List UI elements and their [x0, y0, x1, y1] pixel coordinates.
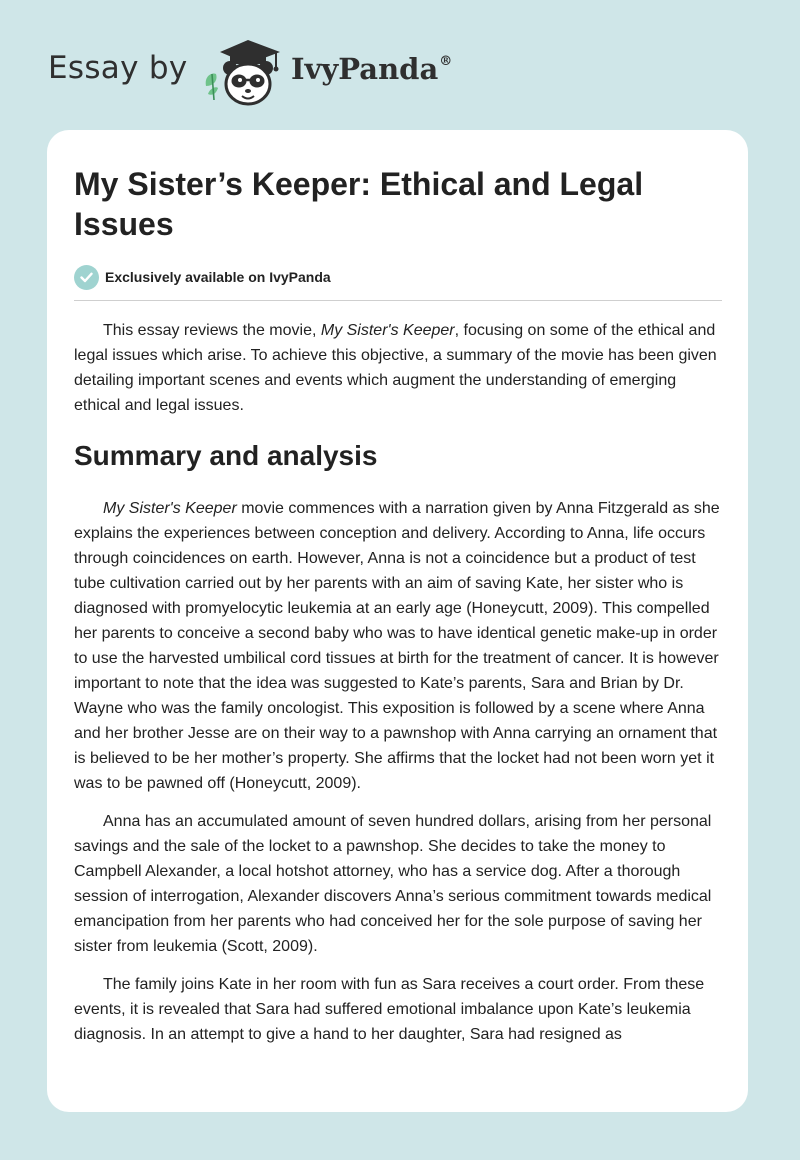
exclusive-label: Exclusively available on IvyPanda [105, 269, 331, 285]
panda-logo-icon[interactable] [200, 36, 286, 108]
body-paragraph-1: My Sister's Keeper movie commences with a narration given by Anna Fitzgerald as she explains the experiences between conception and delivery. According to Anna, life occurs through coincidences on earth. However, Anna is not a coincidence but a product of test tube cultivation carried out by her parents with an aim of saving Kate, her sister who is diagnosed with promyelocytic leukemia at an early age (Honeycutt, 2009). This compelled her parents to conceive a second baby who was to have identical genetic make-up in order to use the harvested umbilical cord tissues at birth for the treatment of cancer. It is however important to note that the idea was suggested to Kate’s parents, Sara and Brian by Dr. Wayne who was the family oncologist. This exposition is followed by a scene where Anna and her brother Jesse are on their way to a pawnshop with Anna carrying an ornament that is believed to be her mother’s property. She affirms that the locket had not been worn yet it was to be pawned off (Honeycutt, 2009). [74, 500, 720, 792]
essay-title: My Sister’s Keeper: Ethical and Legal Issues [74, 166, 644, 242]
body-paragraph-2: Anna has an accumulated amount of seven hundred dollars, arising from her personal savings and the sale of the locket to a pawnshop. She decides to take the money to Campbell Alexander, a local hotshot attorney, who has a service dog. After a thorough session of interrogation, Alexander discovers Anna’s serious commitment towards medical emancipation from her parents who had conceived her for the sole purpose of saving her sister from leukemia (Scott, 2009). [74, 813, 712, 955]
site-header [0, 0, 800, 130]
exclusive-badge [74, 264, 722, 290]
divider [74, 300, 722, 301]
intro-paragraph: This essay reviews the movie, My Sister's Keeper, focusing on some of the ethical and legal issues which arise. To achieve this objective, a summary of the movie has been given detailing important scenes and events which augment the understanding of emerging ethical and legal issues. [74, 322, 717, 414]
essay-by-label: Essay by [48, 50, 188, 86]
section-heading: Summary and analysis [74, 440, 378, 471]
essay-content [74, 164, 722, 1047]
body-paragraph-3: The family joins Kate in her room with fun as Sara receives a court order. From these events, it is revealed that Sara had suffered emotional imbalance upon Kate’s leukemia diagnosis. In an attempt to give a hand to her daughter, Sara had resigned as [74, 976, 705, 1043]
essay-card [47, 130, 748, 1112]
brand-name[interactable]: IvyPanda® [291, 52, 453, 86]
check-badge-icon [74, 265, 99, 290]
